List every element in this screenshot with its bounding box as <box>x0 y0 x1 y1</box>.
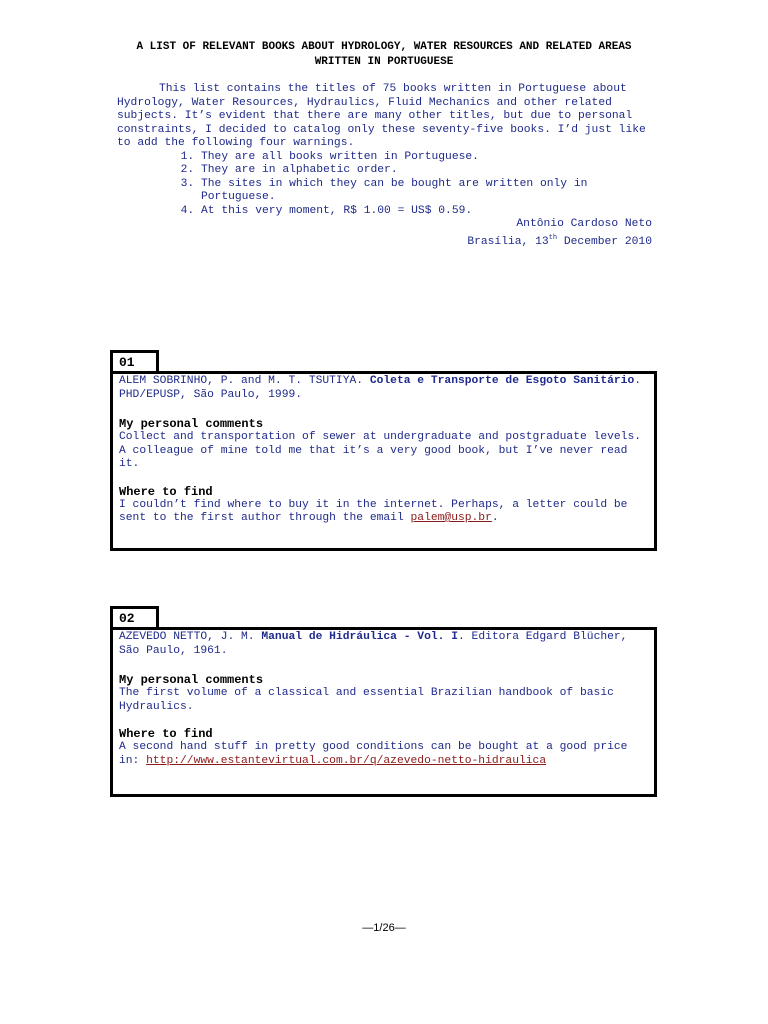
purchase-link[interactable]: http://www.estantevirtual.com.br/q/azevedo-netto-hidraulica <box>146 754 547 767</box>
entry-number-tab: 02 <box>110 606 159 628</box>
page-number: —1/26— <box>362 922 406 934</box>
book-authors: ALEM SOBRINHO, P. and M. T. TSUTIYA. <box>119 375 364 387</box>
intro-section <box>117 83 652 249</box>
comments-text: Collect and transportation of sewer at undergraduate and postgraduate levels. A colleague of mine told me that it’s a very good book, but I’ve never read it. <box>119 431 642 470</box>
book-entry-01 <box>110 371 657 551</box>
title-line-1: A LIST OF RELEVANT BOOKS ABOUT HYDROLOGY, WATER RESOURCES AND RELATED AREAS <box>136 41 632 53</box>
book-entry-02 <box>110 627 657 797</box>
book-reference <box>119 375 648 402</box>
signoff-date: Brasília, 13th December 2010 <box>467 233 652 248</box>
comments-heading: My personal comments <box>119 673 264 687</box>
warning-item: 3. The sites in which they can be bought are written only in Portuguese. <box>201 178 652 205</box>
where-to-find-heading: Where to find <box>119 727 213 741</box>
warning-item: 1. They are all books written in Portuguese. <box>201 151 652 165</box>
comments-text: The first volume of a classical and essential Brazilian handbook of basic Hydraulics. <box>119 687 614 713</box>
author-name: Antônio Cardoso Neto <box>516 218 652 230</box>
book-publisher: . Editora Edgard Blücher, São Paulo, 1961. <box>119 631 628 657</box>
title-line-2: WRITTEN IN PORTUGUESE <box>314 56 454 68</box>
where-to-find-text: A second hand stuff in pretty good conditions can be bought at a good price in: http://www.estantevirtual.com.br/q/azevedo-netto-hidraulica <box>119 741 628 767</box>
intro-paragraph: This list contains the titles of 75 books written in Portuguese about Hydrology, Water Resources, Hydraulics, Fluid Mechanics and other related subjects. It’s evident that there are many other titles, but due to personal constraints, I decided to catalog only these seventy-five books. I’d just like to add the following four warnings. <box>117 83 646 149</box>
where-to-find-text: I couldn’t find where to buy it in the internet. Perhaps, a letter could be sent to the first author through the email palem@usp.br. <box>119 498 628 524</box>
book-reference <box>119 631 648 658</box>
entry-number-tab: 01 <box>110 350 159 372</box>
warnings-list <box>117 151 652 219</box>
where-to-find-heading: Where to find <box>119 484 213 499</box>
document-title <box>0 40 768 70</box>
book-authors: AZEVEDO NETTO, J. M. <box>119 631 255 643</box>
book-publisher: . PHD/EPUSP, São Paulo, 1999. <box>119 375 642 401</box>
book-title: Coleta e Transporte de Esgoto Sanitário <box>369 375 635 387</box>
book-title: Manual de Hidráulica - Vol. I <box>261 631 458 643</box>
warning-item: 4. At this very moment, R$ 1.00 = US$ 0.59. <box>201 205 652 219</box>
warning-item: 2. They are in alphabetic order. <box>201 164 652 178</box>
comments-heading: My personal comments <box>119 417 264 431</box>
email-link[interactable]: palem@usp.br <box>410 512 492 524</box>
